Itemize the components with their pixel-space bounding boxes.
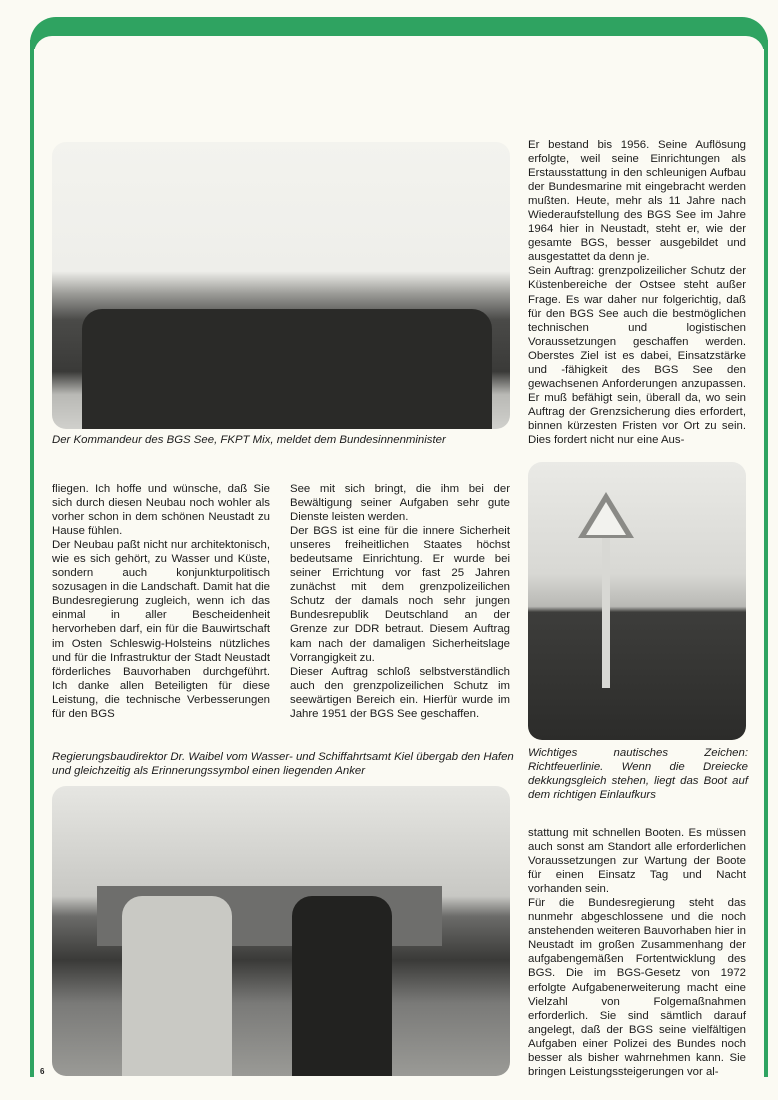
- triangle-sign-face: [586, 502, 626, 535]
- caption-photo-3: Regierungsbaudirektor Dr. Waibel vom Wasser- und Schiffahrtsamt Kiel übergab den Hafen und gleichzeitig als Erinnerungssymbol einen liegenden Anker: [52, 751, 514, 777]
- paragraph: Er bestand bis 1956. Seine Auflösung erfolgte, weil seine Einrichtungen als Erstausstattung in den schleunigen Aufbau der Bundesmarine mit eingebracht werden mußten. Heute, mehr als 11 Jahre nach Wiederaufstellung des BGS See im Jahre 1964 hier in Neustadt, steht er, wie der gesamte BGS, besser ausgebildet und ausgestattet da denn je.: [528, 139, 746, 264]
- photo-crowd-silhouette: [82, 309, 492, 429]
- article-column-center-middle: [290, 482, 510, 721]
- page-frame-left-rule: [30, 40, 34, 1077]
- photo-anker-uebergabe: [52, 786, 510, 1076]
- page-frame-right-rule: [764, 40, 768, 1077]
- article-column-right-top: [528, 138, 746, 447]
- article-column-left-middle: [52, 482, 270, 721]
- caption-photo-2: Wichtiges nautisches Zeichen: Richtfeuerlinie. Wenn die Dreiecke dekkungsgleich stehen, liegt das Boot auf dem richtigen Einlaufkurs: [528, 747, 748, 801]
- photo-person-left: [122, 896, 232, 1076]
- paragraph: fliegen. Ich hoffe und wünsche, daß Sie sich durch diesen Neubau noch wohler als vorher schon in dem schönen Neustadt zu Hause fühlen.: [52, 483, 270, 538]
- paragraph: Für die Bundesregierung steht das nunmehr abgeschlossene und die noch anstehenden weiteren Bauvorhaben hier in Neustadt im großen Zusammenhang der aufgabengemäßen Fortentwicklung des BGS. Die im BGS-Gesetz von 1972 erfolgte Aufgabenerweiterung macht eine Vielzahl von Folgemaßnahmen erforderlich. Sie sind sämtlich darauf angelegt, daß der BGS seine vielfältigen Aufgaben einer Polizei des Bundes noch besser als bisher wahrnehmen kann. Sie bringen Leistungssteigerungen vor al-: [528, 897, 746, 1078]
- photo-person-right: [292, 896, 392, 1076]
- paragraph: Der BGS ist eine für die innere Sicherheit unseres freiheitlichen Staates höchst bedeutsame Einrichtung. Er wurde bei seiner Errichtung vor fast 25 Jahren zunächst mit dem grenzpolizeilichen Schutz der damals noch sehr jungen Bundesrepublik Deutschland an der Grenze zur DDR betraut. Diesem Auftrag kam nach der damaligen Sicherheitslage Vorrangigkeit zu.: [290, 525, 510, 664]
- caption-photo-1: Der Kommandeur des BGS See, FKPT Mix, meldet dem Bundesinnenminister: [52, 434, 446, 446]
- article-column-right-bottom: [528, 826, 746, 1079]
- paragraph: Der Neubau paßt nicht nur architektonisch, wie es sich gehört, zu Wasser und Küste, sondern auch konjunkturpolitisch sozusagen in die Landschaft. Damit hat die Bundesregierung zugleich, wenn ich das einmal in aller Bescheidenheit hervorheben darf, ein für die Bauwirtschaft im Osten Schleswig-Holsteins nützliches und für die Infrastruktur der Stadt Neustadt förderliches Bauvorhaben durchgeführt. Ich danke allen Beteiligten für diese Leistung, die technische Verbesserungen für den BGS: [52, 539, 270, 720]
- page-number: 6: [40, 1067, 45, 1076]
- page-frame-inner: [34, 36, 764, 76]
- paragraph: Dieser Auftrag schloß selbstverständlich auch den grenzpolizeilichen Schutz im seewärtigen Bereich ein. Hierfür wurde im Jahre 1951 der BGS See geschaffen.: [290, 665, 510, 720]
- paragraph: stattung mit schnellen Booten. Es müssen auch sonst am Standort alle erforderlichen Voraussetzungen zur Wartung der Boote für einen Einsatz Tag und Nacht vorhanden sein.: [528, 827, 746, 896]
- paragraph: Sein Auftrag: grenzpolizeilicher Schutz der Küstenbereiche der Ostsee steht außer Frage. Es war daher nur folgerichtig, daß für den BGS See auch die bestmöglichen technischen und logistischen Voraussetzungen geschaffen werden. Oberstes Ziel ist es dabei, Einsatzstärke und -fähigkeit des BGS See den gewachsenen Anforderungen anzupassen. Er muß befähigt sein, überall da, wo sein Auftrag der Grenzsicherung dies erfordert, binnen kürzesten Fristen vor Ort zu sein. Dies fordert nicht nur eine Aus-: [528, 265, 746, 446]
- sign-pole: [602, 538, 610, 688]
- photo-richtfeuer: [528, 462, 746, 740]
- paragraph: See mit sich bringt, die ihm bei der Bewältigung seiner Aufgaben sehr gute Dienste leisten werden.: [290, 483, 510, 524]
- photo-kommandeur-meldet: [52, 142, 510, 429]
